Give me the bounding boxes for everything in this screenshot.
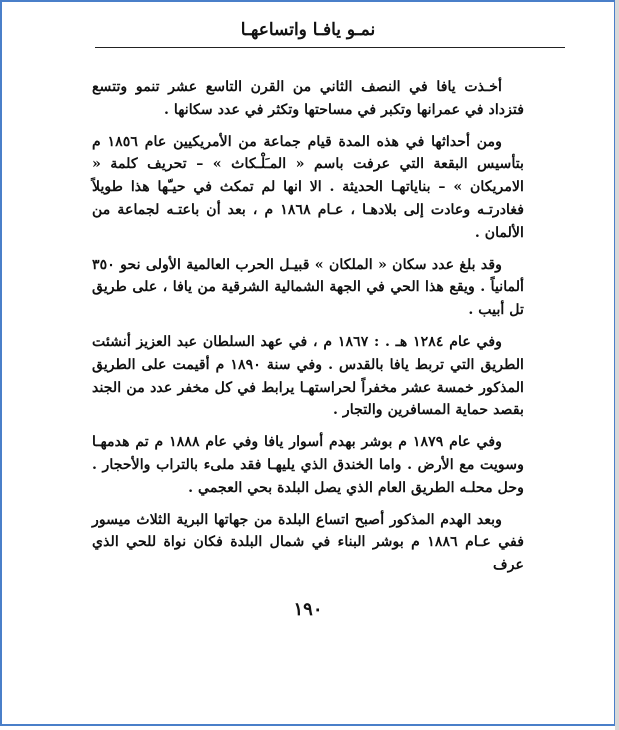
paragraph: وقد بلغ عدد سكان « الملكان » قبيـل الحرب العالمية الأولى نحو ٣٥٠ ألمانياً . ويقع هذا الحي في الجهة الشمالية الشرقية من يافا ، على طريق تل أبيب . [92,256,524,319]
page-number: ١٩٠ [293,599,323,620]
paragraph: ومن أحداثها في هذه المدة قيام جماعة من الأمريكيين عام ١٨٥٦ م بتأسيس البقعة التي عرفت باسم « المـَلْـكاث » – تحريف كلمة « الامريكان » – بناياتهـا الحديثة . الا انها لم تمكث في حيـّها هذا طويلاً فغادرتـه وعادت إلى بلادهـا ، عـام ١٨٦٨ م ، بعد أن باعتـه لجماعة من الألمان . [92,133,525,241]
paragraph: وفي عام ١٢٨٤ هـ . : ١٨٦٧ م ، في عهد السلطان عبد العزيز أنشئت الطريق التي تربط يافا بالقدس . وفي سنة ١٨٩٠ م أقيمت على الطريق المذكور خمسة عشر مخفراً لحراستهـا يرابط في كل مخفر عدد من الجند بقصد حماية المسافرين والتجار . [92,333,524,419]
paragraph: وبعد الهدم المذكور أصبح اتساع البلدة من جهاتها البرية الثلاث ميسور ففي عـام ١٨٨٦ م بوشر البناء في شمال البلدة فكان نواة للحي الذي عرف [92,511,524,574]
header-rule [95,47,565,48]
page-header-title: نمـو يافـا واتساعهـا [240,20,376,40]
paragraph: أخـذت يافا في النصف الثاني من القرن التاسع عشر تنمو وتتسع فتزداد في عمرانها وتكبر في مساحتها وتكثر في عدد سكانها . [92,79,524,118]
body-text [92,76,524,577]
paragraph: وفي عام ١٨٧٩ م بوشر بهدم أسوار يافا وفي عام ١٨٨٨ م تم هدمهـا وسويت مع الأرض . واما الخندق الذي يليهـا فقد ملىء بالتراب والأحجار . وحل محلـه الطريق العام الذي يصل البلدة بحي العجمي . [92,434,524,496]
window-edge [615,0,619,730]
